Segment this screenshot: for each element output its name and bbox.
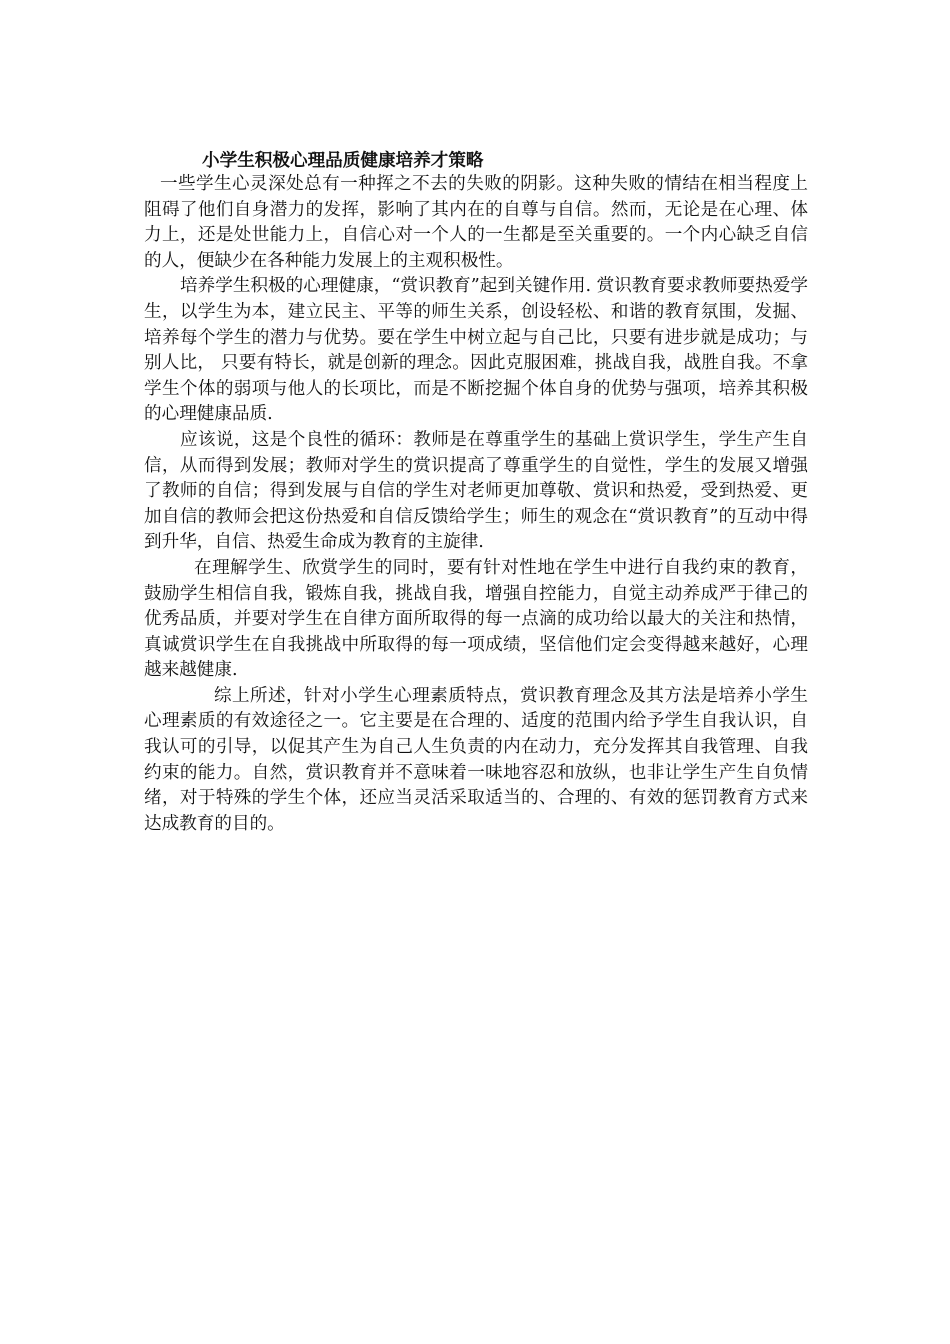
document-body [144,150,808,837]
document-title: 小学生积极心理品质健康培养才策略 [202,150,484,171]
paragraph-virtuous-cycle: 应该说，这是个良性的循环：教师是在尊重学生的基础上赏识学生，学生产生自信，从而得到发展；教师对学生的赏识提高了尊重学生的自觉性，学生的发展又增强了教师的自信；得到发展与自信的学生对老师更加尊敬、赏识和热爱，受到热爱、更加自信的教师会把这份热爱和自信反馈给学生；师生的观念在“赏识教育”的互动中得到升华，自信、热爱生命成为教育的主旋律. [144,429,808,553]
paragraph-intro: 一些学生心灵深处总有一种挥之不去的失败的阴影。这种失败的情结在相当程度上阻碍了他们自身潜力的发挥，影响了其内在的自尊与自信。然而，无论是在心理、体力上，还是处世能力上，自信心对一个人的一生都是至关重要的。一个内心缺乏自信的人，便缺少在各种能力发展上的主观积极性。 [144,174,808,271]
paragraph-appreciation-education: 培养学生积极的心理健康，“赏识教育”起到关键作用. 赏识教育要求教师要热爱学生，以学生为本，建立民主、平等的师生关系，创设轻松、和谐的教育氛围，发掘、培养每个学生的潜力与优势。要在学生中树立起与自己比，只要有进步就是成功；与别人比， 只要有特长，就是创新的理念。因此克服困难，挑战自我，战胜自我。不拿学生个体的弱项与他人的长项比，而是不断挖掘个体自身的优势与强项，培养其积极的心理健康品质. [144,276,808,425]
paragraph-conclusion: 综上所述，针对小学生心理素质特点，赏识教育理念及其方法是培养小学生心理素质的有效途径之一。它主要是在合理的、适度的范围内给予学生自我认识，自我认可的引导，以促其产生为自己人生负责的内在动力，充分发挥其自我管理、自我约束的能力。自然，赏识教育并不意味着一味地容忍和放纵，也非让学生产生自负情绪，对于特殊的学生个体，还应当灵活采取适当的、合理的、有效的惩罚教育方式来达成教育的目的。 [144,685,808,834]
paragraph-self-discipline: 在理解学生、欣赏学生的同时，要有针对性地在学生中进行自我约束的教育，鼓励学生相信自我，锻炼自我，挑战自我，增强自控能力，自觉主动养成严于律己的 优秀品质，并要对学生在自律方面所取得的每一点滴的成功给以最大的关注和热情，真诚赏识学生在自我挑战中所取得的每一项成绩，坚信他们定会变得越来越好，心理越来越健康. [144,557,808,681]
